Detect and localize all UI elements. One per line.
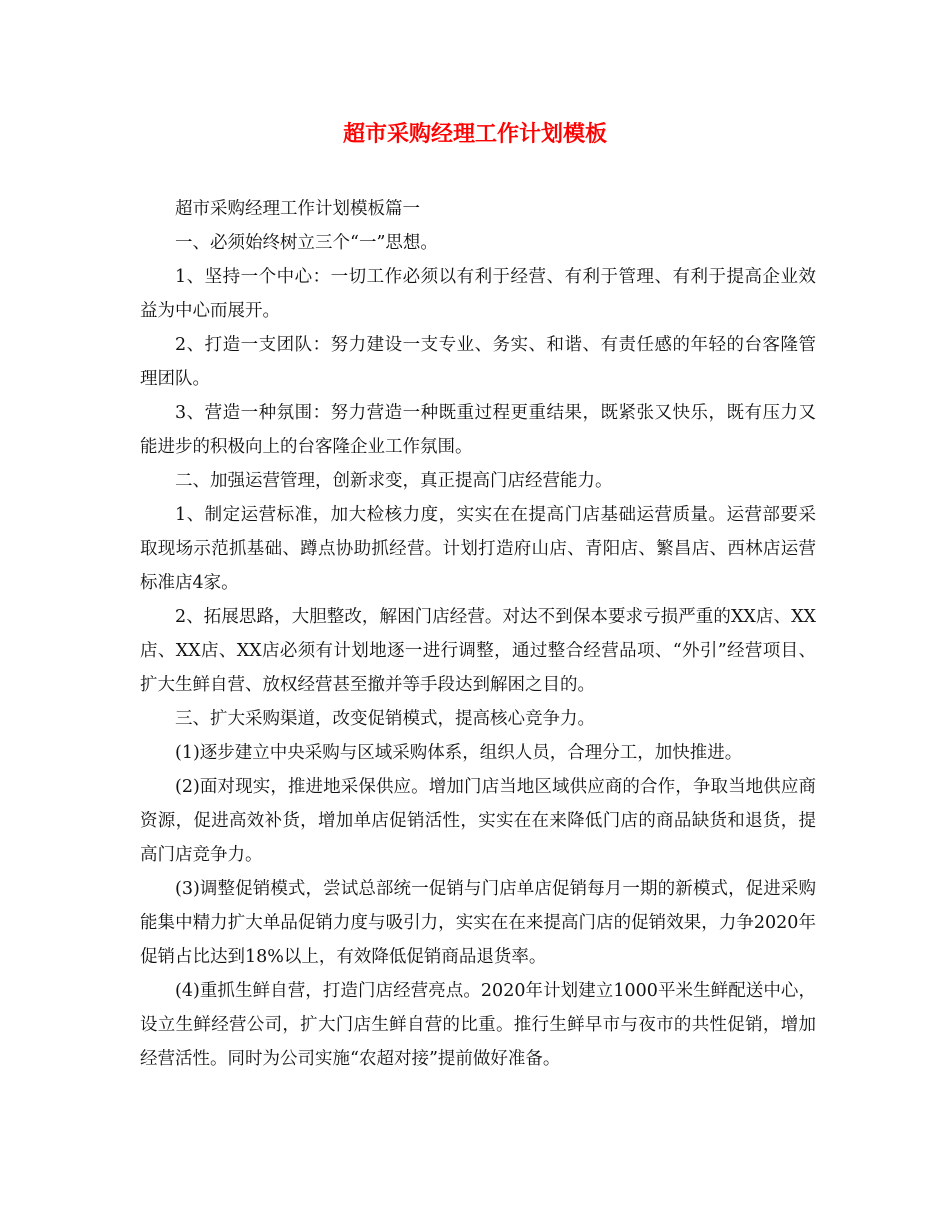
paragraph: (1)逐步建立中央采购与区域采购体系，组织人员，合理分工，加快推进。 <box>175 743 743 763</box>
paragraph-part-three-heading: 三、扩大采购渠道，改变促销模式，提高核心竞争力。 <box>175 709 595 729</box>
paragraph: 2、拓展思路，大胆整改，解困门店经营。对达不到保本要求亏损严重的XX店、XX店、XX店、XX店必须有计划地逐一进行调整，通过整合经营品项、“外引”经营项目、扩大生鲜自营、放权经营甚至撤并等手段达到解困之目的。 <box>140 607 816 695</box>
paragraph: (4)重抓生鲜自营，打造门店经营亮点。2020年计划建立1000平米生鲜配送中心，设立生鲜经营公司，扩大门店生鲜自营的比重。推行生鲜早市与夜市的共性促销，增加经营活性。同时为公司实施“农超对接”提前做好准备。 <box>140 981 816 1069</box>
document-body <box>140 192 816 1076</box>
document-title: 超市采购经理工作计划模板 <box>342 121 607 147</box>
paragraph: 1、坚持一个中心：一切工作必须以有利于经营、有利于管理、有利于提高企业效益为中心而展开。 <box>140 267 816 321</box>
paragraph-section-heading: 超市采购经理工作计划模板篇一 <box>175 199 420 219</box>
paragraph: (3)调整促销模式，尝试总部统一促销与门店单店促销每月一期的新模式，促进采购能集中精力扩大单品促销力度与吸引力，实实在在来提高门店的促销效果，力争2020年促销占比达到18%以上，有效降低促销商品退货率。 <box>140 879 816 967</box>
paragraph: 3、营造一种氛围：努力营造一种既重过程更重结果，既紧张又快乐，既有压力又能进步的积极向上的台客隆企业工作氛围。 <box>140 403 816 457</box>
paragraph-part-two-heading: 二、加强运营管理，创新求变，真正提高门店经营能力。 <box>175 471 613 491</box>
paragraph: 1、制定运营标准，加大检核力度，实实在在提高门店基础运营质量。运营部要采取现场示范抓基础、蹲点协助抓经营。计划打造府山店、青阳店、繁昌店、西林店运营标准店4家。 <box>140 505 816 593</box>
paragraph: (2)面对现实，推进地采保供应。增加门店当地区域供应商的合作，争取当地供应商资源，促进高效补货，增加单店促销活性，实实在在来降低门店的商品缺货和退货，提高门店竞争力。 <box>140 777 816 865</box>
paragraph: 2、打造一支团队：努力建设一支专业、务实、和谐、有责任感的年轻的台客隆管理团队。 <box>140 335 816 389</box>
paragraph-part-one-heading: 一、必须始终树立三个“一”思想。 <box>175 233 438 253</box>
